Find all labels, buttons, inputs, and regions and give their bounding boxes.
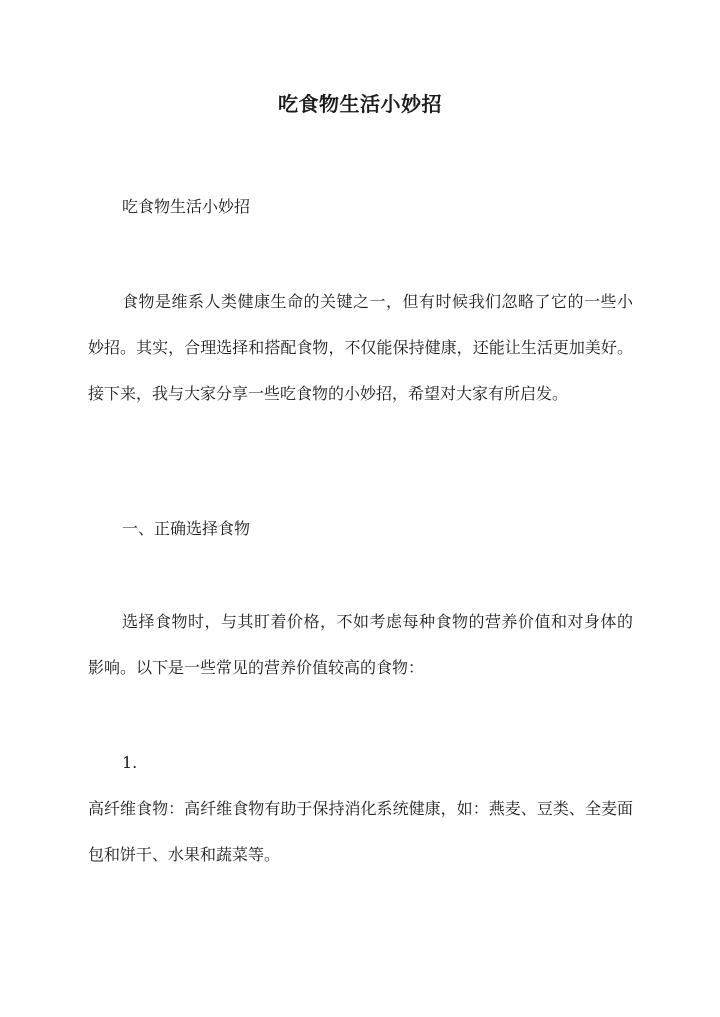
section-heading: 一、正确选择食物 xyxy=(122,519,251,538)
list-item-text: 高纤维食物：高纤维食物有助于保持消化系统健康，如：燕麦、豆类、全麦面包和饼干、水果和蔬菜等。 xyxy=(88,799,633,864)
subtitle-paragraph: 吃食物生活小妙招 xyxy=(122,197,251,216)
section-paragraph: 选择食物时，与其盯着价格，不如考虑每种食物的营养价值和对身体的影响。以下是一些常见的营养价值较高的食物： xyxy=(88,612,633,677)
document-title: 吃食物生活小妙招 xyxy=(278,92,442,116)
intro-paragraph: 食物是维系人类健康生命的关键之一，但有时候我们忽略了它的一些小妙招。其实，合理选择和搭配食物，不仅能保持健康，还能让生活更加美好。接下来，我与大家分享一些吃食物的小妙招，希望对大家有所启发。 xyxy=(88,292,633,403)
list-number: 1. xyxy=(122,753,138,772)
